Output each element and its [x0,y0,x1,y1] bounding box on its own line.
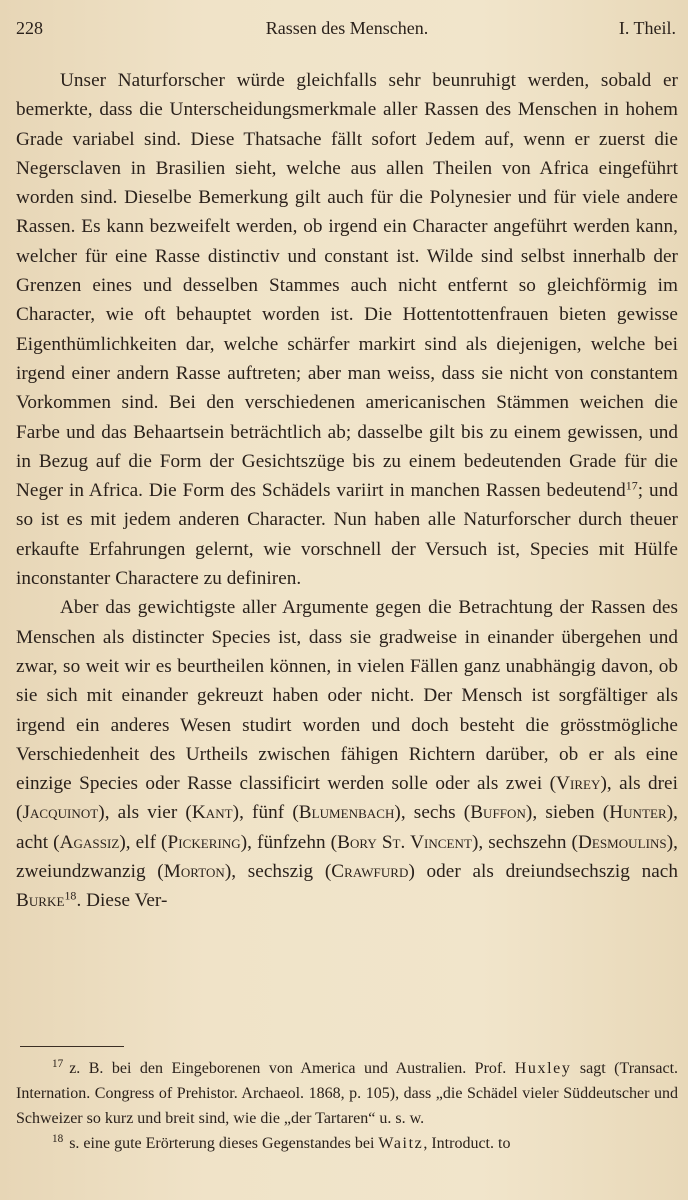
text-segment: ), fünf ( [232,802,299,824]
author-burke: Burke [16,890,65,912]
footnote-18-text: s. eine gute Erörterung dieses Gegenstandes bei [69,1135,375,1152]
author-desmoulins: Desmoulins [577,831,667,853]
author-buffon: Buffon [470,802,526,824]
text-segment: ), zweiundzwanzig ( [16,831,678,883]
author-huxley: Huxley [514,1060,572,1077]
page-number: 228 [16,18,43,38]
footnote-ref-17: 17 [625,478,638,493]
author-blumenbach: Blumenbach [298,802,395,824]
footnote-rule [20,1046,124,1047]
footnotes [16,1056,678,1156]
author-hunter: Hunter [609,802,667,824]
text-segment: ), als drei ( [16,773,678,824]
footnote-18 [16,1131,678,1156]
footnote-17-text-cont: sagt (Transact. Internation. Congress of Prehistor. Archaeol. 1868, p. 105), dass „die Schädel vieler Süddeutscher und Schweizer so kurz und breit sind, wie die „der Tartaren“ u. s. w. [16,1060,679,1127]
page-header [16,18,678,44]
footnote-17 [16,1056,678,1131]
paragraph-2-end: . Diese Ver- [76,890,168,912]
paragraph-1-end: ; und so ist es mit jedem anderen Character. Nun haben alle Naturforscher durch theuer erkaufte Erfahrungen gelernt, wie vorschnell der Versuch ist, Species mit Hülfe inconstanter Charactere zu definiren. [16,480,678,590]
author-pickering: Pickering [167,831,241,853]
text-segment: ), fünfzehn ( [240,831,338,853]
footnote-18-text-cont: , Introduct. to [423,1135,511,1152]
footnote-17-mark: 17 [52,1058,64,1071]
author-agassiz: Agassiz [59,831,120,853]
author-waitz: Waitz [378,1135,424,1152]
author-bory: Bory St. Vincent [337,831,472,853]
text-segment: ), sechs ( [394,802,471,824]
author-kant: Kant [191,802,233,824]
author-jacquinot: Jacquinot [22,802,99,824]
author-virey: Virey [556,773,601,795]
text-segment: ) oder als dreiundsechszig nach [408,861,678,883]
part-label: I. Theil. [618,18,676,38]
paragraph-1 [16,66,678,593]
text-segment: ), elf ( [119,831,168,853]
paragraph-2 [16,593,678,915]
text-segment: ), sechszig ( [224,861,332,883]
author-morton: Morton [163,861,225,883]
text-segment: ), sechszehn ( [471,831,578,853]
running-title: Rassen des Menschen. [265,18,429,38]
author-crawfurd: Crawfurd [331,861,409,883]
text-segment: ), als vier ( [98,802,192,824]
text-segment: ), acht ( [16,802,678,853]
footnote-17-text: z. B. bei den Eingeborenen von America und Australien. Prof. [69,1060,507,1077]
footnote-ref-18: 18 [64,888,77,903]
main-text [16,66,678,916]
text-segment: ), sieben ( [525,802,610,824]
footnote-18-mark: 18 [52,1133,64,1146]
paragraph-1-text: Unser Naturforscher würde gleichfalls sehr beunruhigt werden, sobald er bemerkte, dass die Unterscheidungsmerkmale aller Rassen des Menschen in hohem Grade variabel sind. Diese Thatsache fällt sofort Jedem auf, wenn er zuerst die Negersclaven in Brasilien sieht, welche aus allen Theilen von Africa eingeführt worden sind. Dieselbe Bemerkung gilt auch für die Polynesier und für viele andere Rassen. Es kann bezweifelt werden, ob irgend ein Character angeführt werden kann, welcher für eine Rasse distinctiv und constant ist. Wilde sind selbst innerhalb der Grenzen eines und desselben Stammes auch nicht entfernt so gleichförmig im Character, wie oft behauptet worden ist. Die Hottentottenfrauen bieten gewisse Eigenthümlichkeiten dar, welche schärfer markirt sind als diejenigen, welche bei irgend einer andern Rasse auftreten; aber man weiss, dass sie nicht von constantem Vorkommen sind. Bei den verschiedenen americanischen Stämmen weichen die Farbe und das Behaartsein beträchtlich ab; dasselbe gilt bis zu einem gewissen, und in Bezug auf die Form der Gesichtszüge bis zu einem bedeutenden Grade für die Neger in Africa. Die Form des Schädels variirt in manchen Rassen bedeutend [16,70,678,502]
paragraph-2-text: Aber das gewichtigste aller Argumente gegen die Betrachtung der Rassen des Menschen als distincter Species ist, dass sie gradweise in einander übergehen und zwar, so weit wir es beurtheilen können, in vielen Fällen ganz unabhängig davon, ob sie sich mit einander gekreuzt haben oder nicht. Der Mensch ist sorgfältiger als irgend ein anderes Wesen studirt worden und doch besteht die grösstmögliche Verschiedenheit des Urtheils zwischen fähigen Richtern darüber, ob er als eine einzige Species oder Rasse classificirt werden solle oder als zwei ( [16,597,678,795]
